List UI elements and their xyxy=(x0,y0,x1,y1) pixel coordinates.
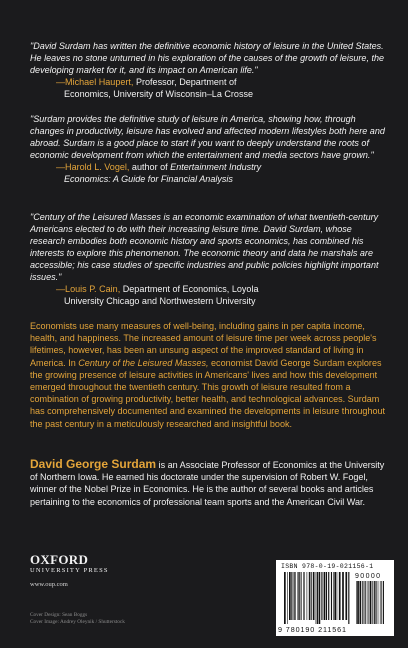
attribution-detail-line2 xyxy=(64,295,386,307)
credit-design: Cover Design: Sean Boggs xyxy=(30,612,88,618)
barcode-bar xyxy=(360,581,362,624)
quote-text: "Surdam provides the definitive study of leisure in America, showing how, through changes in productivity, leisure has evolved and affected modern lifestyles both here and abroad. Surdam is a good place to start if you want to deeply understand the roots of economic development from which the entertainment and media sectors have grown." xyxy=(30,114,385,160)
attribution-detail-line2 xyxy=(64,88,386,100)
barcode-bar xyxy=(324,572,326,620)
publisher-website: www.oup.com xyxy=(30,581,68,588)
barcode-bar xyxy=(287,572,288,624)
attribution-detail: Professor, Department of xyxy=(133,77,237,87)
barcode-bar xyxy=(367,581,368,624)
description-text-cont: economist David George Surdam explores the growing presence of leisure activities in Americans' lives and how this development emerged throughout the twentieth century. This growth of leisure resulted from a combination of growing productivity, better health, and technological advances. Surdam has comprehensively documented and examined the developments in leisure throughout the past century in a meticulously researched and insightful book. xyxy=(30,357,386,429)
barcode-bar xyxy=(304,572,305,620)
barcode-bar xyxy=(383,581,384,624)
barcode-bar xyxy=(309,572,310,620)
barcode-bars xyxy=(284,572,352,624)
attribution-book-subtitle: Economics: A Guide for Financial Analysis xyxy=(64,174,233,184)
attribution-name: —Louis P. Cain, xyxy=(56,284,121,294)
barcode-bar xyxy=(342,572,344,620)
barcode-bar xyxy=(291,572,292,620)
barcode-digits: 9 780190 211561 xyxy=(278,625,347,634)
attribution-detail-line2 xyxy=(64,173,386,185)
description-text: Economists use many measures of well-being, including gains in per capita income, health, and happiness. The increased amount of leisure time per week across people's lifetimes, however, has been an unsung aspect of the improved standard of living in America. In xyxy=(30,321,377,368)
barcode-bar xyxy=(319,572,321,624)
barcode-bar xyxy=(337,572,338,620)
barcode-bar xyxy=(357,581,359,624)
quote-attribution xyxy=(56,161,386,185)
barcode-bar xyxy=(374,581,375,624)
barcode-bar xyxy=(362,581,363,624)
isbn-label: ISBN 978-0-19-021156-1 xyxy=(281,563,374,570)
barcode-bar xyxy=(299,572,300,620)
barcode-bar xyxy=(370,581,372,624)
praise-quote-2 xyxy=(30,113,386,185)
praise-quote-3 xyxy=(30,211,386,307)
barcode-bar xyxy=(326,572,327,620)
attribution-name: —Harold L. Vogel, xyxy=(56,162,130,172)
barcode-bar xyxy=(381,581,382,624)
barcode-bar xyxy=(311,572,312,620)
barcode-bar xyxy=(301,572,302,620)
barcode-bar xyxy=(298,572,299,620)
barcode-bar xyxy=(380,581,381,624)
barcode-bar xyxy=(334,572,336,620)
attribution-affiliation: University Chicago and Northwestern University xyxy=(64,296,256,306)
publisher-subname: UNIVERSITY PRESS xyxy=(30,567,109,574)
description-book-title: Century of the Leisured Masses, xyxy=(78,357,209,368)
barcode-bar xyxy=(375,581,376,624)
credit-image: Cover Image: Andrey Oleynik / Shutterstock xyxy=(30,618,125,625)
barcode-bar xyxy=(313,572,315,620)
attribution-book-title: Entertainment Industry xyxy=(170,162,262,172)
publisher-logo xyxy=(30,553,109,575)
attribution-name: —Michael Haupert, xyxy=(56,77,134,87)
barcode-bar xyxy=(307,572,308,620)
barcode-bar xyxy=(345,572,347,620)
barcode-addon-bars xyxy=(356,581,388,624)
quote-attribution xyxy=(56,76,386,100)
barcode-bar xyxy=(317,572,318,624)
author-bio-text: is an Associate Professor of Economics at the University of Northern Iowa. He earned his doctorate under the supervision of Robert W. Fogel, winner of the Nobel Prize in Economics. He is the author of several books and articles pertaining to the economics of professional team sports and the American Civil War. xyxy=(30,460,385,507)
praise-quote-1 xyxy=(30,40,386,100)
barcode-bar xyxy=(289,572,291,620)
quote-text: "Century of the Leisured Masses is an economic examination of what twentieth-century Americans elected to do with their increasing leisure time. David Surdam, whose research embodies both economic history and sports economics, has combined his interests to explore this phenomenon. The economic theory and data he marshals are accessible; his case studies of specific industries and public policies highlight important issues." xyxy=(30,212,379,282)
barcode-bar xyxy=(333,572,334,620)
barcode-bar xyxy=(378,581,379,624)
barcode-bar xyxy=(365,581,366,624)
book-description xyxy=(30,320,386,430)
publisher-name: OXFORD xyxy=(30,552,89,567)
quote-attribution xyxy=(56,283,386,307)
barcode-bar xyxy=(369,581,370,624)
attribution-affiliation: Economics, University of Wisconsin–La Crosse xyxy=(64,89,254,99)
author-bio xyxy=(30,458,386,508)
quote-text: "David Surdam has written the definitive economic history of leisure in the United States. He leaves no stone unturned in his exploration of the causes of the growth of leisure, the developing market for it, and its impact on American life." xyxy=(30,41,385,75)
barcode-bar xyxy=(316,572,317,624)
price-code: 90000 xyxy=(355,573,382,580)
cover-credits xyxy=(30,612,125,626)
author-name: David George Surdam xyxy=(30,457,157,471)
barcode-bar xyxy=(372,581,373,624)
barcode-bar xyxy=(348,572,349,624)
isbn-barcode xyxy=(276,560,394,636)
barcode-bar xyxy=(356,581,357,624)
barcode-bar xyxy=(331,572,332,620)
barcode-bar xyxy=(284,572,286,624)
attribution-detail: author of xyxy=(129,162,171,172)
barcode-bar xyxy=(295,572,296,620)
barcode-bar xyxy=(321,572,322,620)
barcode-bar xyxy=(303,572,304,620)
barcode-bar xyxy=(328,572,329,620)
barcode-bar xyxy=(339,572,341,620)
barcode-bar xyxy=(294,572,295,620)
attribution-detail: Department of Economics, Loyola xyxy=(120,284,259,294)
